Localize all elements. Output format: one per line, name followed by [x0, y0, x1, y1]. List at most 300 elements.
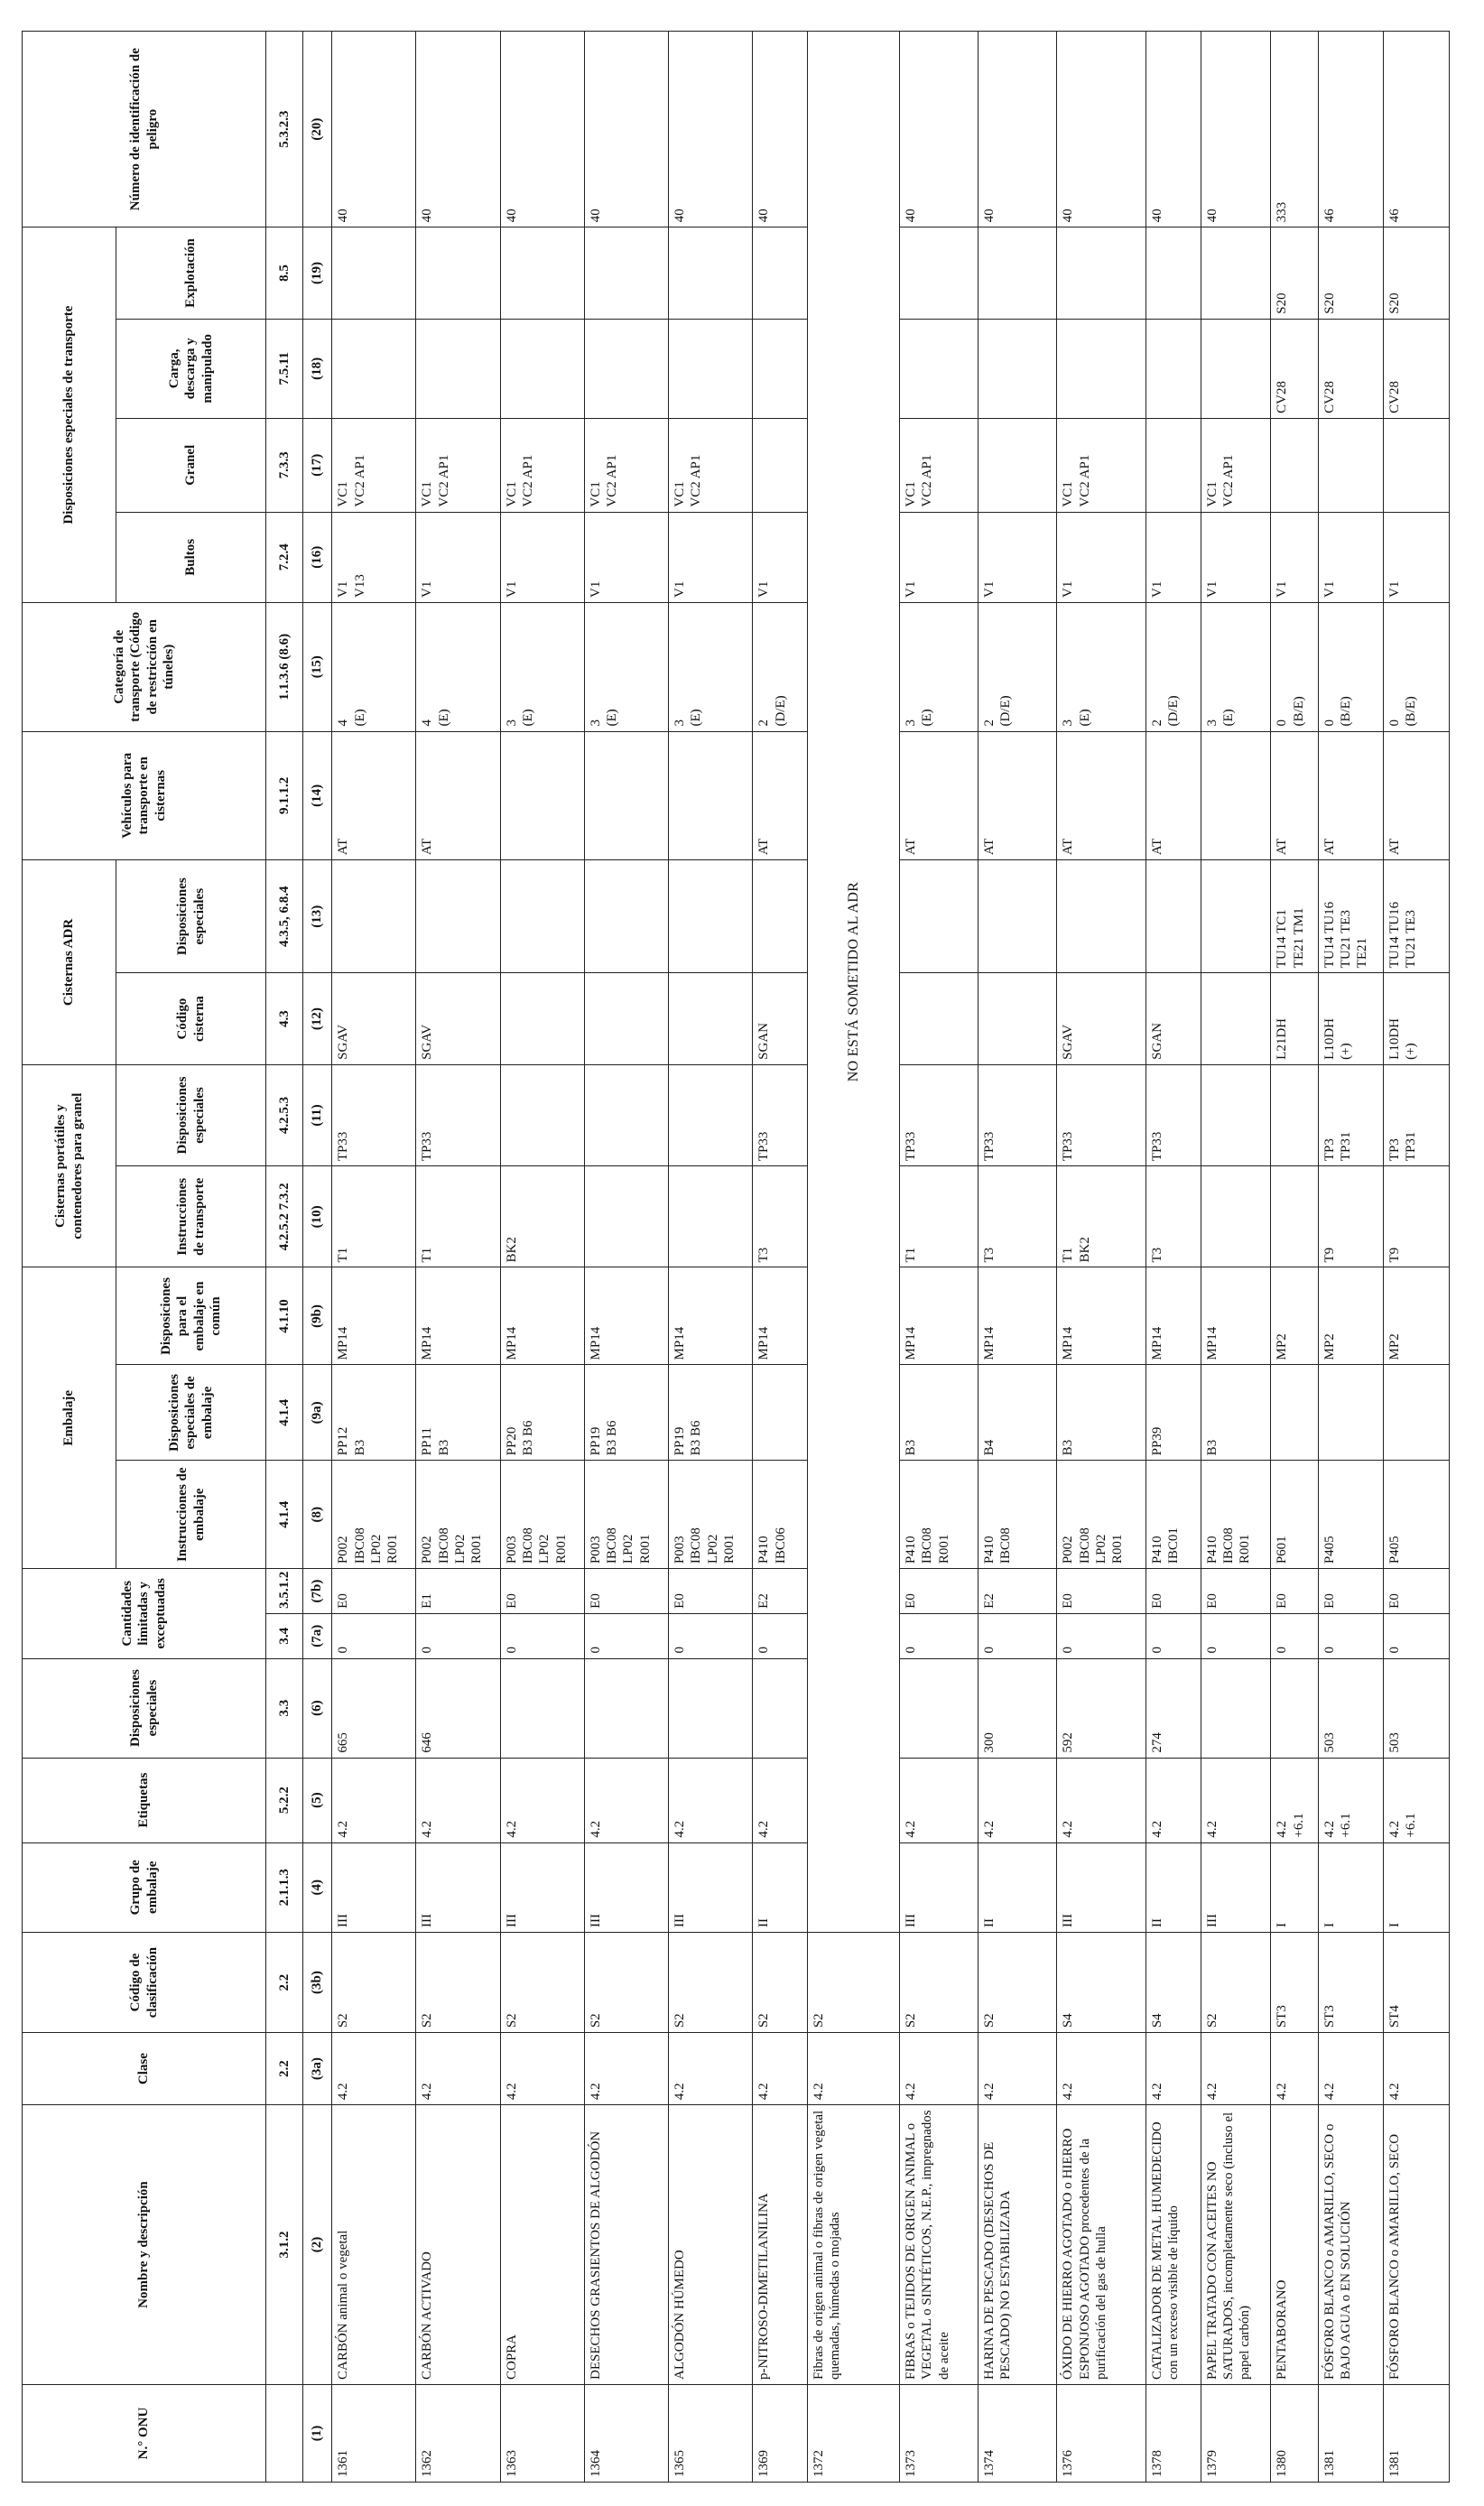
table-cell: [753, 227, 807, 320]
table-cell: [332, 319, 416, 418]
table-cell: E0: [1271, 1569, 1318, 1614]
table-cell: [584, 1658, 668, 1758]
header-packing-group: Grupo de embalaje: [23, 1842, 266, 1932]
table-cell: [1146, 227, 1201, 320]
table-cell: MP14: [332, 1267, 416, 1365]
reference-cell: 7.2.4: [266, 512, 303, 602]
table-cell: [669, 860, 753, 973]
table-cell: 4.2: [1383, 2033, 1449, 2105]
table-cell: [1383, 1365, 1449, 1461]
table-cell: 40: [1146, 32, 1201, 227]
table-cell: T1: [899, 1166, 978, 1267]
table-cell: ST3: [1318, 1932, 1383, 2032]
reference-cell: 3.4: [266, 1613, 303, 1658]
table-cell: 300: [979, 1658, 1057, 1758]
table-cell: 4.2: [753, 1758, 807, 1842]
table-cell: TU14 TU16 TU21 TE3 TE21: [1318, 860, 1383, 973]
substance-name-cell: p-NITROSO-DIMETILANILINA: [753, 2105, 807, 2385]
table-cell: TP3 TP31: [1383, 1064, 1449, 1165]
table-cell: 4.2: [1146, 1758, 1201, 1842]
table-cell: [669, 1064, 753, 1165]
table-cell: AT: [1146, 731, 1201, 860]
table-cell: SGAV: [1057, 973, 1146, 1065]
table-cell: T1: [416, 1166, 500, 1267]
substance-name-cell: HARINA DE PESCADO (DESECHOS DE PESCADO) NO ESTABILIZADA: [979, 2105, 1057, 2385]
table-cell: [899, 860, 978, 973]
table-cell: T3: [979, 1166, 1057, 1267]
table-cell: B3: [1057, 1365, 1146, 1461]
table-cell: PP19 B3 B6: [669, 1365, 753, 1461]
table-cell: TP33: [1146, 1064, 1201, 1165]
table-cell: VC1 VC2 AP1: [899, 418, 978, 512]
table-cell: P410 IBC06: [753, 1461, 807, 1569]
table-cell: 40: [584, 32, 668, 227]
column-number-cell: (17): [302, 418, 332, 512]
table-cell: E0: [1383, 1569, 1449, 1614]
table-cell: [332, 227, 416, 320]
un-number-cell: 1362: [416, 2385, 500, 2483]
substance-name-cell: FIBRAS o TEJIDOS DE ORIGEN ANIMAL o VEGETAL o SINTÉTICOS, N.E.P., impregnados de aceite: [899, 2105, 978, 2385]
table-cell: 3 (E): [500, 602, 584, 731]
table-cell: T3: [753, 1166, 807, 1267]
table-cell: 0 (B/E): [1318, 602, 1383, 731]
table-cell: [899, 227, 978, 320]
table-cell: [979, 973, 1057, 1065]
table-body: [266, 32, 1450, 2483]
table-cell: [1201, 319, 1271, 418]
un-number-cell: 1369: [753, 2385, 807, 2483]
table-cell: 4.2: [332, 1758, 416, 1842]
table-cell: AT: [1271, 731, 1318, 860]
table-cell: SGAN: [1146, 973, 1201, 1065]
table-cell: S20: [1271, 227, 1318, 320]
table-cell: [753, 860, 807, 973]
table-cell: 0: [669, 1613, 753, 1658]
table-cell: T1: [332, 1166, 416, 1267]
table-cell: 4.2: [584, 1758, 668, 1842]
table-cell: P405: [1318, 1461, 1383, 1569]
reference-row: [266, 32, 303, 2483]
header-special-transport-group: Disposiciones especiales de transporte: [23, 227, 116, 603]
table-cell: [669, 1658, 753, 1758]
table-cell: [500, 731, 584, 860]
table-cell: SGAN: [753, 973, 807, 1065]
column-number-cell: (7a): [302, 1613, 332, 1658]
column-number-row: [302, 32, 332, 2483]
substance-name-cell: PAPEL TRATADO CON ACEITES NO SATURADOS, incompletamente seco (incluso el papel carbón): [1201, 2105, 1271, 2385]
table-cell: PP39: [1146, 1365, 1201, 1461]
table-cell: P410 IBC08 R001: [1201, 1461, 1271, 1569]
table-cell: [584, 227, 668, 320]
substance-name-cell: Fibras de origen animal o fibras de origen vegetal quemadas, húmedas o mojadas: [807, 2105, 899, 2385]
header-limited-quantities: Cantidades limitadas y exceptuadas: [23, 1569, 266, 1658]
table-cell: MP14: [669, 1267, 753, 1365]
table-cell: P002 IBC08 LP02 R001: [416, 1461, 500, 1569]
table-cell: 274: [1146, 1658, 1201, 1758]
table-cell: V1: [979, 512, 1057, 602]
table-cell: [500, 860, 584, 973]
table-cell: 503: [1383, 1658, 1449, 1758]
table-cell: 40: [669, 32, 753, 227]
table-cell: VC1 VC2 AP1: [669, 418, 753, 512]
column-number-cell: (7b): [302, 1569, 332, 1614]
column-number-cell: (5): [302, 1758, 332, 1842]
table-cell: III: [1057, 1842, 1146, 1932]
reference-cell: 3.5.1.2: [266, 1569, 303, 1614]
table-cell: VC1 VC2 AP1: [332, 418, 416, 512]
table-cell: 0: [979, 1613, 1057, 1658]
table-cell: 4 (E): [332, 602, 416, 731]
table-cell: S2: [584, 1932, 668, 2032]
table-cell: S20: [1318, 227, 1383, 320]
table-cell: B4: [979, 1365, 1057, 1461]
table-cell: V1: [1201, 512, 1271, 602]
table-cell: S2: [669, 1932, 753, 2032]
un-number-cell: 1381: [1383, 2385, 1449, 2483]
table-cell: CV28: [1383, 319, 1449, 418]
column-number-cell: (18): [302, 319, 332, 418]
table-cell: S2: [416, 1932, 500, 2032]
column-number-cell: (12): [302, 973, 332, 1065]
table-cell: B3: [1201, 1365, 1271, 1461]
table-cell: [584, 860, 668, 973]
table-cell: 4.2: [1201, 2033, 1271, 2105]
table-cell: ST4: [1383, 1932, 1449, 2032]
header-packing-special: Disposiciones especiales de embalaje: [116, 1365, 266, 1461]
table-cell: P002 IBC08 LP02 R001: [1057, 1461, 1146, 1569]
table-cell: [899, 973, 978, 1065]
table-cell: II: [753, 1842, 807, 1932]
column-number-cell: (15): [302, 602, 332, 731]
table-cell: MP14: [753, 1267, 807, 1365]
table-cell: 0: [1057, 1613, 1146, 1658]
table-cell: V1 V13: [332, 512, 416, 602]
table-cell: E0: [500, 1569, 584, 1614]
table-cell: [1201, 973, 1271, 1065]
header-hazard-number: Número de identificación de peligro: [23, 32, 266, 227]
table-cell: [1318, 418, 1383, 512]
column-number-cell: (20): [302, 32, 332, 227]
table-cell: 4.2: [899, 2033, 978, 2105]
table-cell: [669, 973, 753, 1065]
table-cell: [500, 1064, 584, 1165]
table-cell: 0: [584, 1613, 668, 1658]
table-cell: 4.2: [1271, 2033, 1318, 2105]
table-cell: 0 (B/E): [1271, 602, 1318, 731]
table-cell: [1201, 1064, 1271, 1165]
table-cell: 3 (E): [1057, 602, 1146, 731]
column-number-cell: (3b): [302, 1932, 332, 2032]
table-cell: [1146, 860, 1201, 973]
table-cell: 0: [1146, 1613, 1201, 1658]
table-cell: PP11 B3: [416, 1365, 500, 1461]
table-cell: VC1 VC2 AP1: [1057, 418, 1146, 512]
table-cell: 40: [899, 32, 978, 227]
table-cell: CV28: [1271, 319, 1318, 418]
table-cell: P003 IBC08 LP02 R001: [500, 1461, 584, 1569]
table-cell: V1: [1318, 512, 1383, 602]
table-cell: L10DH (+): [1318, 973, 1383, 1065]
table-cell: E0: [1057, 1569, 1146, 1614]
table-cell: S2: [500, 1932, 584, 2032]
substance-name-cell: CATALIZADOR DE METAL HUMEDECIDO con un exceso visible de líquido: [1146, 2105, 1201, 2385]
table-cell: 4.2: [979, 1758, 1057, 1842]
table-cell: [1146, 319, 1201, 418]
table-cell: 3 (E): [1201, 602, 1271, 731]
reference-cell: 3.3: [266, 1658, 303, 1758]
header-mixed-packing: Disposiciones para el embalaje en común: [116, 1267, 266, 1365]
table-cell: BK2: [500, 1166, 584, 1267]
table-cell: E0: [669, 1569, 753, 1614]
substance-name-cell: FÓSFORO BLANCO o AMARILLO, SECO o BAJO AGUA o EN SOLUCIÓN: [1318, 2105, 1383, 2385]
table-cell: S4: [1057, 1932, 1146, 2032]
table-cell: 0 (B/E): [1383, 602, 1449, 731]
table-cell: 503: [1318, 1658, 1383, 1758]
table-cell: 0: [1383, 1613, 1449, 1658]
table-cell: AT: [899, 731, 978, 860]
table-cell: MP14: [979, 1267, 1057, 1365]
table-cell: [1318, 1365, 1383, 1461]
table-cell: 592: [1057, 1658, 1146, 1758]
table-row: [584, 32, 668, 2483]
table-cell: AT: [753, 731, 807, 860]
table-cell: S4: [1146, 1932, 1201, 2032]
table-cell: TP33: [979, 1064, 1057, 1165]
table-row: [1383, 32, 1449, 2483]
table-row: [1146, 32, 1201, 2483]
table-row: [1057, 32, 1146, 2483]
header-bulk: Granel: [116, 418, 266, 512]
table-cell: [584, 731, 668, 860]
table-cell: [979, 860, 1057, 973]
table-cell: AT: [1383, 731, 1449, 860]
table-cell: E0: [1201, 1569, 1271, 1614]
table-cell: 40: [416, 32, 500, 227]
table-cell: [416, 319, 500, 418]
un-number-cell: 1373: [899, 2385, 978, 2483]
table-cell: T3: [1146, 1166, 1201, 1267]
table-cell: 4.2: [807, 2033, 899, 2105]
table-row: [500, 32, 584, 2483]
column-number-cell: (4): [302, 1842, 332, 1932]
table-cell: V1: [753, 512, 807, 602]
table-cell: 333: [1271, 32, 1318, 227]
table-cell: 4.2: [332, 2033, 416, 2105]
header-portable-tanks-group: Cisternas portátiles y contenedores para granel: [23, 1064, 116, 1267]
reference-cell: 5.3.2.3: [266, 32, 303, 227]
table-cell: TP33: [416, 1064, 500, 1165]
table-cell: AT: [416, 731, 500, 860]
header-tank-special: Disposiciones especiales: [116, 1064, 266, 1165]
table-cell: [1271, 1365, 1318, 1461]
table-cell: [669, 731, 753, 860]
table-cell: II: [979, 1842, 1057, 1932]
table-cell: 4.2: [669, 2033, 753, 2105]
column-number-cell: (14): [302, 731, 332, 860]
header-operation: Explotación: [116, 227, 266, 320]
header-special-provisions: Disposiciones especiales: [23, 1658, 266, 1758]
table-cell: III: [899, 1842, 978, 1932]
header-name: Nombre y descripción: [23, 2105, 266, 2385]
table-cell: III: [416, 1842, 500, 1932]
table-cell: 4.2: [1057, 2033, 1146, 2105]
table-cell: PP19 B3 B6: [584, 1365, 668, 1461]
column-number-cell: (11): [302, 1064, 332, 1165]
table-cell: TP33: [1057, 1064, 1146, 1165]
reference-cell: 4.2.5.3: [266, 1064, 303, 1165]
reference-cell: 4.3.5, 6.8.4: [266, 860, 303, 973]
table-cell: [416, 860, 500, 973]
table-cell: I: [1318, 1842, 1383, 1932]
table-cell: 3 (E): [899, 602, 978, 731]
table-cell: TP33: [332, 1064, 416, 1165]
table-cell: 0: [416, 1613, 500, 1658]
table-cell: MP14: [1201, 1267, 1271, 1365]
table-cell: 4.2: [1201, 1758, 1271, 1842]
table-cell: S2: [899, 1932, 978, 2032]
table-cell: [584, 319, 668, 418]
reference-cell: 4.2.5.2 7.3.2: [266, 1166, 303, 1267]
header-adr-tanks-group: Cisternas ADR: [23, 860, 116, 1065]
table-cell: TU14 TC1 TE21 TM1: [1271, 860, 1318, 973]
table-row: [1201, 32, 1271, 2483]
table-cell: III: [332, 1842, 416, 1932]
table-cell: 4.2: [899, 1758, 978, 1842]
substance-name-cell: CARBÓN ACTIVADO: [416, 2105, 500, 2385]
column-number-cell: (6): [302, 1658, 332, 1758]
table-cell: 4.2: [753, 2033, 807, 2105]
table-cell: [753, 319, 807, 418]
header-vehicles: Vehículos para transporte en cisternas: [23, 731, 266, 860]
table-cell: [584, 1064, 668, 1165]
table-cell: P410 IBC01: [1146, 1461, 1201, 1569]
table-row: [669, 32, 753, 2483]
table-cell: TU14 TU16 TU21 TE3: [1383, 860, 1449, 973]
substance-name-cell: PENTABORANO: [1271, 2105, 1318, 2385]
column-number-cell: (10): [302, 1166, 332, 1267]
table-cell: [1201, 731, 1271, 860]
table-cell: [500, 319, 584, 418]
header-tank-code: Código cisterna: [116, 973, 266, 1065]
table-cell: 4.2: [416, 1758, 500, 1842]
table-cell: E2: [979, 1569, 1057, 1614]
table-cell: MP14: [500, 1267, 584, 1365]
un-number-cell: 1378: [1146, 2385, 1201, 2483]
reference-cell: 5.2.2: [266, 1758, 303, 1842]
table-cell: II: [1146, 1842, 1201, 1932]
table-cell: III: [584, 1842, 668, 1932]
reference-cell: 4.3: [266, 973, 303, 1065]
table-cell: V1: [1383, 512, 1449, 602]
table-cell: [1271, 1166, 1318, 1267]
table-cell: PP12 B3: [332, 1365, 416, 1461]
table-cell: S2: [979, 1932, 1057, 2032]
header-class: Clase: [23, 2033, 266, 2105]
header-code: Código de clasificación: [23, 1932, 266, 2032]
table-cell: L10DH (+): [1383, 973, 1449, 1065]
table-cell: [1146, 418, 1201, 512]
table-cell: TP33: [753, 1064, 807, 1165]
table-cell: 4.2: [584, 2033, 668, 2105]
reference-cell: 4.1.10: [266, 1267, 303, 1365]
table-cell: TP3 TP31: [1318, 1064, 1383, 1165]
dangerous-goods-table: [22, 31, 1450, 2483]
table-cell: V1: [1057, 512, 1146, 602]
un-number-cell: 1365: [669, 2385, 753, 2483]
table-cell: E0: [1146, 1569, 1201, 1614]
table-cell: [1201, 1658, 1271, 1758]
table-row: [753, 32, 807, 2483]
table-cell: 0: [1318, 1613, 1383, 1658]
table-cell: S2: [1201, 1932, 1271, 2032]
table-cell: E0: [332, 1569, 416, 1614]
header-packages: Bultos: [116, 512, 266, 602]
table-cell: E0: [584, 1569, 668, 1614]
table-cell: S2: [332, 1932, 416, 2032]
table-cell: 0: [753, 1613, 807, 1658]
un-number-cell: 1361: [332, 2385, 416, 2483]
reference-cell: [266, 2385, 303, 2483]
table-cell: 665: [332, 1658, 416, 1758]
table-cell: L21DH: [1271, 973, 1318, 1065]
column-number-cell: (13): [302, 860, 332, 973]
table-cell: [1271, 1658, 1318, 1758]
table-cell: 4.2: [500, 2033, 584, 2105]
table-cell: AT: [979, 731, 1057, 860]
table-cell: VC1 VC2 AP1: [500, 418, 584, 512]
un-number-cell: 1379: [1201, 2385, 1271, 2483]
table-cell: 2 (D/E): [1146, 602, 1201, 731]
table-cell: T9: [1318, 1166, 1383, 1267]
un-number-cell: 1380: [1271, 2385, 1318, 2483]
table-cell: [1201, 227, 1271, 320]
table-cell: [753, 1658, 807, 1758]
table-cell: 40: [332, 32, 416, 227]
column-number-cell: (8): [302, 1461, 332, 1569]
column-number-cell: (16): [302, 512, 332, 602]
table-cell: I: [1271, 1842, 1318, 1932]
table-cell: 4.2: [416, 2033, 500, 2105]
table-cell: P002 IBC08 LP02 R001: [332, 1461, 416, 1569]
table-cell: S2: [807, 1932, 899, 2032]
table-cell: [332, 860, 416, 973]
reference-cell: 2.2: [266, 2033, 303, 2105]
table-cell: [1057, 227, 1146, 320]
table-cell: 40: [979, 32, 1057, 227]
table-cell: VC1 VC2 AP1: [584, 418, 668, 512]
table-cell: V1: [1271, 512, 1318, 602]
table-cell: 0: [899, 1613, 978, 1658]
table-cell: V1: [899, 512, 978, 602]
table-row-not-subject: [807, 32, 899, 2483]
table-cell: [584, 973, 668, 1065]
table-cell: B3: [899, 1365, 978, 1461]
reference-cell: 4.1.4: [266, 1461, 303, 1569]
column-number-cell: (9b): [302, 1267, 332, 1365]
reference-cell: 1.1.3.6 (8.6): [266, 602, 303, 731]
header-packing-instructions: Instrucciones de embalaje: [116, 1461, 266, 1569]
table-cell: AT: [1057, 731, 1146, 860]
un-number-cell: 1374: [979, 2385, 1057, 2483]
table-cell: E1: [416, 1569, 500, 1614]
table-cell: SGAV: [416, 973, 500, 1065]
table-cell: 4.2: [1318, 2033, 1383, 2105]
table-cell: 0: [500, 1613, 584, 1658]
header-tank-instructions: Instrucciones de transporte: [116, 1166, 266, 1267]
reference-cell: 2.2: [266, 1932, 303, 2032]
table-cell: 2 (D/E): [979, 602, 1057, 731]
reference-cell: 7.3.3: [266, 418, 303, 512]
